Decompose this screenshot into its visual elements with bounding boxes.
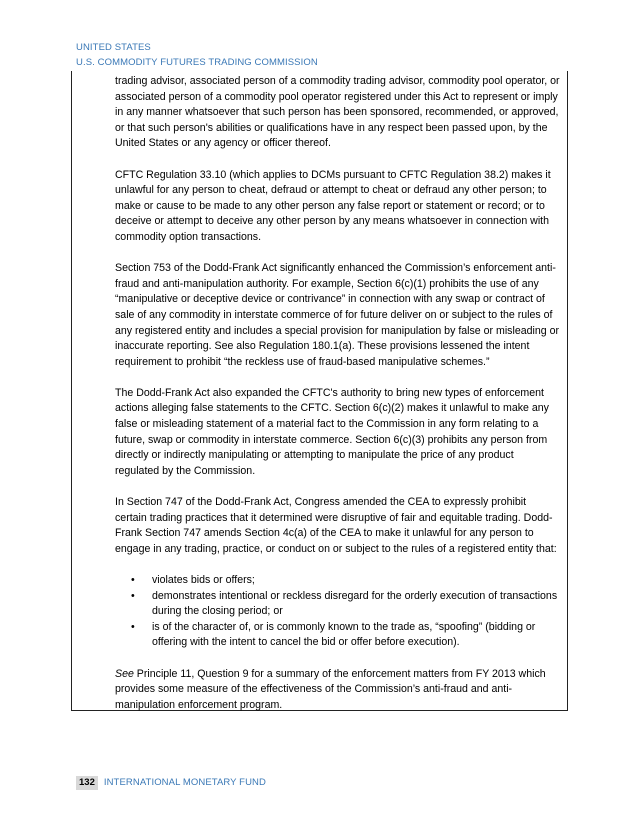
- bullet-icon: •: [131, 574, 135, 586]
- paragraph-section-753: Section 753 of the Dodd-Frank Act significantly enhanced the Commission’s enforcement anti-fraud and anti-manipulation authority. For example, Section 6(c)(1) prohibits the use of any “manipulative or deceptive device or contrivance” in connection with any swap or contract of sale of any commodity in interstate commerce of for future deliver on or subject to the rules of any registered entity and includes a special provision for manipulation by false or misleading or inaccurate reporting. See also Regulation 180.1(a). These provisions lessened the intent requirement to prohibit “the reckless use of fraud-based manipulative schemes.”: [115, 262, 560, 368]
- paragraph-continuation: trading advisor, associated person of a commodity trading advisor, commodity pool operator, or associated person of a commodity pool operator registered under this Act to represent or imply in any manner whatsoever that such person has been sponsored, recommended, or approved, or that such person's abilities or qualifications have in any respect been passed upon, by the United States or any agency or officer thereof.: [115, 75, 560, 150]
- list-item-text: violates bids or offers;: [152, 574, 255, 586]
- list-item: [115, 589, 560, 620]
- footer-title: INTERNATIONAL MONETARY FUND: [103, 777, 266, 788]
- paragraph-section-747: In Section 747 of the Dodd-Frank Act, Congress amended the CEA to expressly prohibit certain trading practices that it determined were disruptive of fair and equitable trading. Dodd-Frank Section 747 amends Section 4c(a) of the CEA to make it unlawful for any person to engage in any trading, practice, or conduct on or subject to the rules of a registered entity that:: [115, 496, 557, 555]
- paragraph-see-principle-11: [115, 667, 560, 714]
- prohibited-practices-list: [115, 573, 560, 651]
- see-italic: See: [115, 667, 134, 680]
- paragraph-false-statements: The Dodd-Frank Act also expanded the CFTC's authority to bring new types of enforcement actions alleging false statements to the CFTC. Section 6(c)(2) makes it unlawful to make any false or misleading statement of a material fact to the Commission in any form relating to a future, swap or commodity in interstate commerce. Section 6(c)(3) prohibits any person from directly or indirectly manipulating or attempting to manipulate the price of any product regulated by the Commission.: [115, 386, 549, 477]
- running-header: [76, 40, 318, 70]
- list-item: [115, 620, 560, 651]
- list-item-text: demonstrates intentional or reckless disregard for the orderly execution of transactions during the closing period; or: [152, 589, 558, 618]
- list-item: [115, 573, 560, 589]
- paragraph-see-principle-11-text: Principle 11, Question 9 for a summary of the enforcement matters from FY 2013 which provides some measure of the effectiveness of the Commission’s anti-fraud and anti-manipulation enforcement program.: [115, 667, 546, 711]
- header-country: UNITED STATES: [76, 42, 151, 53]
- list-item-text: is of the character of, or is commonly known to the trade as, “spoofing” (bidding or offering with the intent to cancel the bid or offer before execution).: [152, 620, 536, 649]
- bullet-icon: •: [131, 620, 135, 633]
- bullet-icon: •: [131, 589, 135, 602]
- header-agency: U.S. COMMODITY FUTURES TRADING COMMISSION: [76, 57, 318, 68]
- page-number: 132: [76, 776, 98, 790]
- document-body: [115, 74, 560, 729]
- page-footer: [76, 776, 266, 790]
- paragraph-regulation-33-10: CFTC Regulation 33.10 (which applies to DCMs pursuant to CFTC Regulation 38.2) makes it unlawful for any person to cheat, defraud or attempt to cheat or defraud any other person; to make or cause to be made to any other person any false report or statement or record; or to deceive or attempt to deceive any other person by any means whatsoever in connection with commodity option transactions.: [115, 168, 551, 243]
